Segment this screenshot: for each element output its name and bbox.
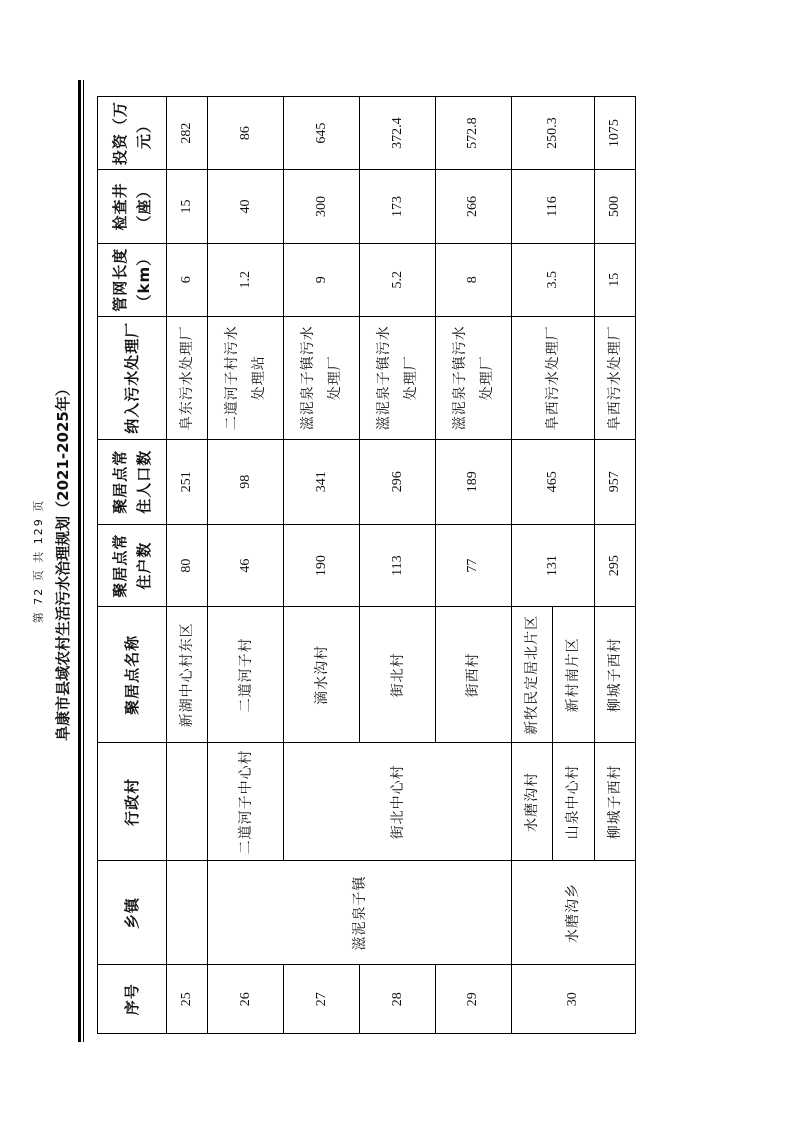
wells-cell: 173: [360, 170, 436, 243]
invest-cell: 572.8: [436, 97, 512, 170]
point-cell: 滴水沟村: [284, 607, 360, 743]
point-cell: 新村南片区: [553, 607, 594, 743]
wells-cell: 300: [284, 170, 360, 243]
households-cell: 190: [284, 524, 360, 607]
data-table: [97, 96, 636, 1034]
village-cell: [167, 743, 208, 861]
households-cell: 46: [208, 524, 284, 607]
wells-cell: 40: [208, 170, 284, 243]
households-cell: 113: [360, 524, 436, 607]
header-point: 聚居点名称: [98, 607, 167, 743]
header-row: [98, 97, 167, 1034]
invest-cell: 1075: [594, 97, 635, 170]
population-cell: 189: [436, 439, 512, 524]
length-cell: 1.2: [208, 243, 284, 316]
population-cell: 251: [167, 439, 208, 524]
households-cell: 80: [167, 524, 208, 607]
point-cell: 柳城子西村: [594, 607, 635, 743]
town-cell: 滋泥泉子镇: [208, 861, 512, 965]
header-plant: 纳入污水处理厂: [98, 316, 167, 439]
seq-cell: 26: [208, 965, 284, 1034]
header-households: 聚居点常住户数: [98, 524, 167, 607]
village-cell: 街北中心村: [284, 743, 512, 861]
village-cell: 二道河子中心村: [208, 743, 284, 861]
population-cell: 296: [360, 439, 436, 524]
header-invest: 投资（万元）: [98, 97, 167, 170]
length-cell: 5.2: [360, 243, 436, 316]
point-cell: 街西村: [436, 607, 512, 743]
invest-cell: 86: [208, 97, 284, 170]
town-cell: [167, 861, 208, 965]
invest-cell: 372.4: [360, 97, 436, 170]
village-cell: 柳城子西村: [594, 743, 635, 861]
seq-cell: 25: [167, 965, 208, 1034]
village-cell: 山泉中心村: [553, 743, 594, 861]
village-cell: 水磨沟村: [512, 743, 553, 861]
households-cell: 295: [594, 524, 635, 607]
table-row: [512, 97, 553, 1034]
page-header-title: 阜康市县域农村生活污水治理规划（2021-2025年）: [54, 381, 72, 741]
plant-cell: 滋泥泉子镇污水处理厂: [284, 316, 360, 439]
households-cell: 131: [512, 524, 594, 607]
length-cell: 15: [594, 243, 635, 316]
population-cell: 465: [512, 439, 594, 524]
point-cell: 新牧民定居北片区: [512, 607, 553, 743]
seq-cell: 29: [436, 965, 512, 1034]
length-cell: 8: [436, 243, 512, 316]
wells-cell: 116: [512, 170, 594, 243]
invest-cell: 282: [167, 97, 208, 170]
plant-cell: 阜西污水处理厂: [512, 316, 594, 439]
plant-cell: 阜西污水处理厂: [594, 316, 635, 439]
town-cell: 水磨沟乡: [512, 861, 636, 965]
invest-cell: 250.3: [512, 97, 594, 170]
plant-cell: 二道河子村污水处理站: [208, 316, 284, 439]
header-length: 管网长度（km）: [98, 243, 167, 316]
wells-cell: 500: [594, 170, 635, 243]
table-row: [167, 97, 208, 1034]
seq-cell: 27: [284, 965, 360, 1034]
households-cell: 77: [436, 524, 512, 607]
point-cell: 新湖中心村东区: [167, 607, 208, 743]
invest-cell: 645: [284, 97, 360, 170]
plant-cell: 滋泥泉子镇污水处理厂: [360, 316, 436, 439]
plant-cell: 滋泥泉子镇污水处理厂: [436, 316, 512, 439]
length-cell: 6: [167, 243, 208, 316]
point-cell: 二道河子村: [208, 607, 284, 743]
header-town: 乡镇: [98, 861, 167, 965]
header-population: 聚居点常住人口数: [98, 439, 167, 524]
population-cell: 341: [284, 439, 360, 524]
header-rule-thin: [83, 80, 84, 1042]
header-wells: 检查井（座）: [98, 170, 167, 243]
point-cell: 街北村: [360, 607, 436, 743]
population-cell: 98: [208, 439, 284, 524]
length-cell: 3.5: [512, 243, 594, 316]
population-cell: 957: [594, 439, 635, 524]
wells-cell: 266: [436, 170, 512, 243]
page-footer: 第 72 页 共 129 页: [32, 498, 45, 624]
header-seq: 序号: [98, 965, 167, 1034]
table-row: [208, 97, 284, 1034]
seq-cell: 28: [360, 965, 436, 1034]
header-rule: [78, 80, 81, 1042]
seq-cell: 30: [512, 965, 636, 1034]
sewage-table-grid: [97, 96, 636, 1034]
length-cell: 9: [284, 243, 360, 316]
wells-cell: 15: [167, 170, 208, 243]
plant-cell: 阜东污水处理厂: [167, 316, 208, 439]
header-village: 行政村: [98, 743, 167, 861]
